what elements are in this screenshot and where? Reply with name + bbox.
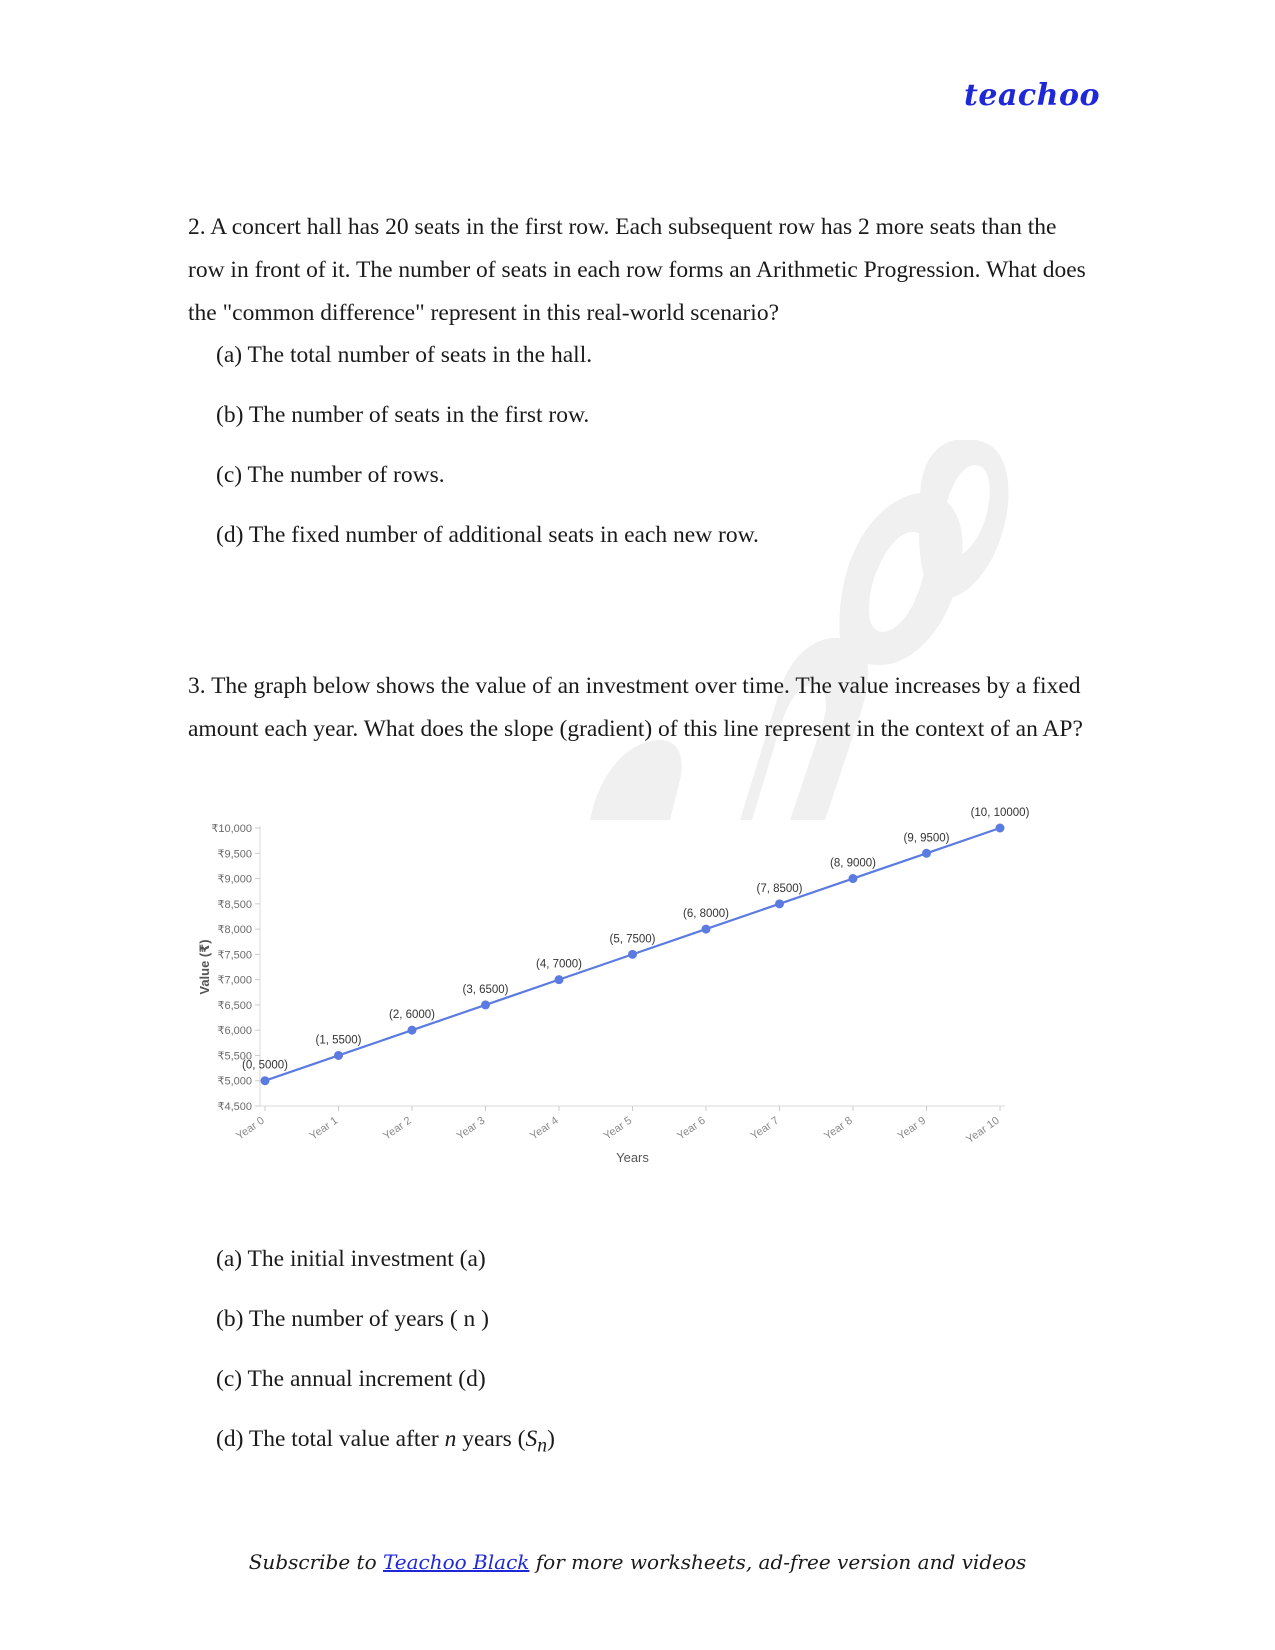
option-d-s: S	[525, 1426, 538, 1452]
x-tick-label: Year 4	[528, 1114, 561, 1143]
x-tick-label: Year 7	[748, 1114, 782, 1143]
question-2-option-a: (a) The total number of seats in the hall.	[216, 342, 593, 368]
data-point	[555, 975, 564, 984]
data-point	[334, 1051, 343, 1060]
data-label: (9, 9500)	[903, 832, 950, 845]
y-tick-label: ₹8,000	[217, 924, 252, 937]
data-label: (2, 6000)	[388, 1009, 436, 1022]
footer-prefix: Subscribe to	[248, 1550, 383, 1574]
x-tick-label: Year 3	[454, 1114, 488, 1143]
question-3-text: 3. The graph below shows the value of an investment over time. The value increases by a fixed amount each year. What does the slope (gradient) of this line represent in the context of an AP?	[188, 673, 1083, 742]
data-label: (8, 9000)	[829, 857, 877, 870]
y-tick-label: ₹9,500	[217, 848, 252, 861]
question-3-option-d	[216, 1424, 555, 1462]
data-label: (0, 5000)	[241, 1059, 289, 1072]
brand-logo: teachoo	[964, 78, 1100, 113]
footer-suffix: for more worksheets, ad-free version and videos	[529, 1550, 1027, 1574]
data-point	[996, 824, 1005, 833]
option-d-prefix: (d) The total value after	[216, 1426, 445, 1452]
x-tick-label: Year 5	[601, 1114, 635, 1143]
y-tick-label: ₹5,000	[217, 1075, 252, 1088]
y-tick-label: ₹5,500	[217, 1050, 252, 1063]
question-3-option-a: (a) The initial investment (a)	[216, 1246, 486, 1272]
data-label: (6, 8000)	[682, 908, 730, 921]
option-d-suffix: )	[547, 1426, 555, 1452]
data-label: (5, 7500)	[609, 933, 656, 946]
data-label: (3, 6500)	[462, 983, 509, 996]
x-tick-label: Year 8	[822, 1114, 855, 1143]
question-3-option-b: (b) The number of years ( n )	[216, 1306, 489, 1332]
data-point	[481, 1000, 490, 1009]
y-tick-label: ₹4,500	[217, 1101, 252, 1113]
data-point	[775, 899, 784, 908]
y-tick-label: ₹6,000	[217, 1025, 252, 1038]
option-d-n: n	[444, 1426, 457, 1452]
question-2-option-b: (b) The number of seats in the first row.	[216, 402, 590, 428]
data-point	[408, 1026, 417, 1035]
data-point	[702, 925, 711, 934]
option-d-middle: years (	[456, 1426, 526, 1452]
x-tick-label: Year 0	[234, 1114, 267, 1143]
data-point	[628, 950, 637, 959]
data-label: (4, 7000)	[535, 958, 583, 971]
watermark	[590, 440, 1010, 820]
question-2-option-c: (c) The number of rows.	[216, 462, 445, 488]
data-point	[261, 1076, 270, 1085]
x-tick-label: Year 1	[307, 1114, 341, 1143]
option-d-sub: n	[537, 1435, 548, 1457]
x-tick-label: Year 6	[675, 1114, 708, 1143]
x-axis-title: Years	[616, 1150, 649, 1165]
y-tick-label: ₹6,500	[217, 999, 252, 1012]
question-2-text: 2. A concert hall has 20 seats in the first row. Each subsequent row has 2 more seats than the row in front of it. The number of seats in each row forms an Arithmetic Progression. What does the "common difference" represent in this real-world scenario?	[188, 214, 1086, 326]
y-tick-label: ₹9,000	[217, 873, 252, 886]
data-point	[849, 874, 858, 883]
data-label: (7, 8500)	[756, 882, 803, 895]
question-2-option-d: (d) The fixed number of additional seats in each new row.	[216, 522, 759, 548]
investment-line-chart	[195, 807, 1095, 1240]
question-3-option-c: (c) The annual increment (d)	[216, 1366, 486, 1392]
data-point	[922, 849, 931, 858]
x-tick-label: Year 2	[381, 1114, 414, 1143]
teachoo-black-link[interactable]: Teachoo Black	[382, 1550, 530, 1574]
y-tick-label: ₹7,000	[217, 974, 252, 987]
x-tick-label: Year 9	[895, 1114, 929, 1143]
y-tick-label: ₹8,500	[217, 898, 252, 911]
footer	[0, 1550, 1275, 1574]
x-tick-label: Year 10	[964, 1114, 1002, 1146]
chart-svg	[195, 807, 1095, 1240]
data-label: (10, 10000)	[970, 807, 1030, 819]
data-label: (1, 5500)	[315, 1034, 362, 1047]
y-axis-title: Value (₹)	[197, 939, 212, 995]
y-tick-label: ₹10,000	[211, 823, 252, 835]
y-tick-label: ₹7,500	[217, 949, 252, 962]
